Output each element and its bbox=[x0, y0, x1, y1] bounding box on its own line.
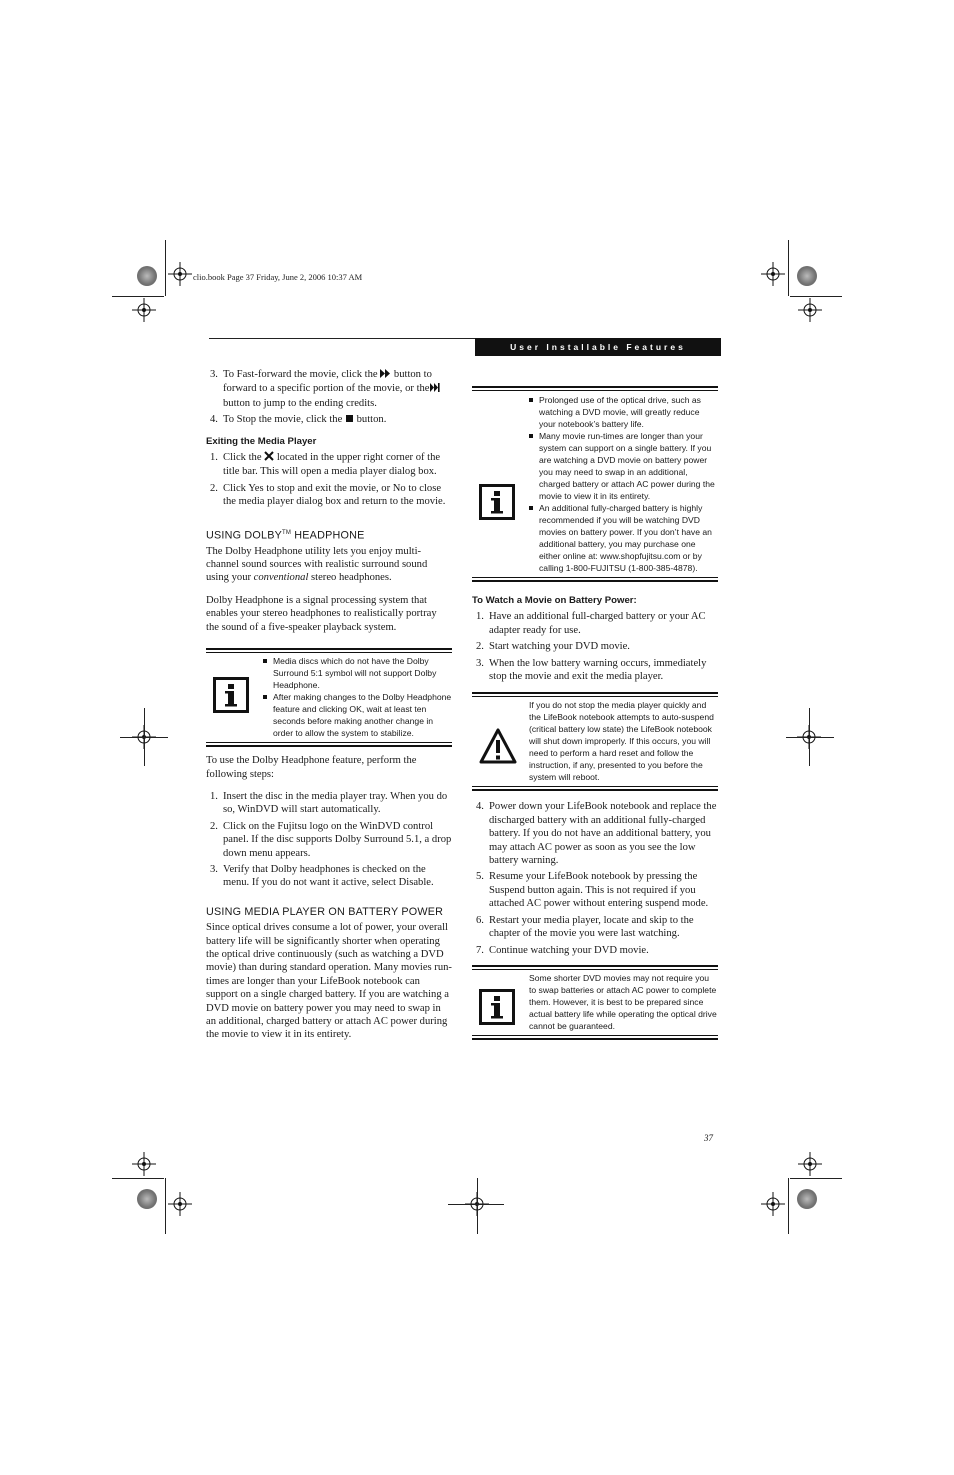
list-item: 1. Click the located in the upper right corner of the title bar. This will open a media player dialog box. bbox=[210, 452, 441, 478]
note-bullet: Many movie run-times are longer than your system can support on a single battery. If you are watching a DVD movie on battery power you may need to swap in an additional, charged battery or attach AC power during the movie to view it in its entirety. bbox=[529, 430, 718, 502]
registration-disc-icon bbox=[137, 1189, 157, 1209]
paragraph: The Dolby Headphone utility lets you enjoy multi-channel sound sources with realistic surround sound using your conventional stereo headphones. bbox=[206, 545, 428, 584]
registration-mark-icon bbox=[132, 1152, 156, 1176]
list-item: 4. To Stop the movie, click the button. bbox=[206, 413, 452, 427]
paragraph: To use the Dolby Headphone feature, perform the following steps: bbox=[206, 755, 417, 780]
right-column bbox=[472, 386, 718, 1040]
info-note bbox=[472, 965, 718, 1040]
list-item: 7. Continue watching your DVD movie. bbox=[476, 944, 649, 956]
list-item: 2. Click Yes to stop and exit the movie, or No to close the media player dialog box and return to the movie. bbox=[210, 482, 446, 508]
info-note bbox=[206, 648, 452, 747]
registration-mark-icon bbox=[798, 298, 822, 322]
section-title: USING DOLBY™ HEADPHONE bbox=[206, 529, 365, 542]
list-item: 3. To Fast-forward the movie, click the button to forward to a specific portion of the movie, or the button to jump to the ending credits. bbox=[206, 368, 452, 410]
registration-mark-icon bbox=[168, 1192, 192, 1216]
list-item: 1. Have an additional full-charged battery or your AC adapter ready for use. bbox=[476, 611, 706, 636]
warning-text: If you do not stop the media player quickly and the LifeBook notebook attempts to auto-suspend (critical battery low state) the LifeBook notebook will shut down improperly. If this occurs, you will need to perform a hard reset and follow the instruction, if any, presented to you before the system will reboot. bbox=[529, 700, 714, 783]
registration-mark-icon bbox=[168, 262, 192, 286]
subsection-title: Exiting the Media Player bbox=[206, 435, 317, 447]
registration-mark-icon bbox=[761, 1192, 785, 1216]
list-item: 1. Insert the disc in the media player tray. When you do so, WinDVD will start automatically. bbox=[210, 790, 448, 816]
info-icon bbox=[479, 989, 515, 1025]
paragraph: Dolby Headphone is a signal processing system that enables your stereo headphones to realistically portray the sound of a five-speaker playback system. bbox=[206, 594, 437, 633]
info-icon bbox=[479, 484, 515, 520]
note-bullet: Prolonged use of the optical drive, such as watching a DVD movie, will greatly reduce your notebook’s battery life. bbox=[529, 394, 718, 430]
info-icon bbox=[213, 677, 249, 713]
list-item: 2. Click on the Fujitsu logo on the WinDVD control panel. If the disc supports Dolby Surround 5.1, a drop down menu appears. bbox=[210, 820, 452, 859]
skip-to-end-icon bbox=[430, 383, 440, 396]
registration-mark-icon bbox=[798, 1152, 822, 1176]
left-column bbox=[206, 368, 452, 1051]
note-bullet: An additional fully-charged battery is highly recommended if you will be watching DVD movies on battery power. If you don’t have an additional battery, you may purchase one either online at: www.shopfujitsu.com or by calling 1-800-FUJITSU (1-800-385-4878). bbox=[529, 502, 718, 574]
page-number: 37 bbox=[704, 1133, 713, 1143]
print-slug: clio.book Page 37 Friday, June 2, 2006 10:37 AM bbox=[193, 272, 363, 282]
close-icon bbox=[264, 451, 274, 465]
note-text: Some shorter DVD movies may not require you to swap batteries or attach AC power to complete them. However, it is best to be prepared since actual battery life while operating the optical drive cannot be guaranteed. bbox=[529, 972, 717, 1031]
warning-icon bbox=[479, 728, 515, 764]
list-item: 5. Resume your LifeBook notebook by pressing the Suspend button again. This is not required if you attached AC power without entering suspend mode. bbox=[476, 871, 709, 910]
registration-mark-icon bbox=[132, 298, 156, 322]
list-item: 3. When the low battery warning occurs, immediately stop the movie and exit the media player. bbox=[476, 657, 707, 683]
fast-forward-icon bbox=[380, 369, 391, 382]
registration-mark-icon bbox=[761, 262, 785, 286]
list-item: 2. Start watching your DVD movie. bbox=[476, 641, 630, 653]
registration-disc-icon bbox=[797, 266, 817, 286]
registration-disc-icon bbox=[137, 266, 157, 286]
list-item: 4. Power down your LifeBook notebook and replace the discharged battery with an additional fully-charged battery. If you do not have an additional battery, you may attach AC power as soon as you see the low battery warning. bbox=[476, 801, 717, 867]
section-title: USING MEDIA PLAYER ON BATTERY POWER bbox=[206, 905, 444, 918]
list-item: 6. Restart your media player, locate and skip to the chapter of the movie you were last watching. bbox=[476, 914, 694, 940]
registration-disc-icon bbox=[797, 1189, 817, 1209]
warning-note bbox=[472, 692, 718, 791]
note-bullet: After making changes to the Dolby Headphone feature and clicking OK, wait at least ten seconds before making another change in order to allow the system to stabilize. bbox=[263, 691, 452, 739]
info-note bbox=[472, 386, 718, 582]
stop-icon bbox=[345, 414, 354, 427]
paragraph: Since optical drives consume a lot of power, your overall battery life will be significantly shorter when operating the optical drive continuously (such as watching a DVD movie) than during standard operation. Many movies run-times are longer than your LifeBook notebook can support on a single charged battery. If you are watching a DVD movie on battery power you may need to swap in an additional, charged battery or attach AC power during the movie to view it in its entirety. bbox=[206, 922, 452, 1041]
section-header: User Installable Features bbox=[475, 338, 721, 356]
subsection-title: To Watch a Movie on Battery Power: bbox=[472, 595, 637, 606]
note-bullet: Media discs which do not have the Dolby Surround 5:1 symbol will not support Dolby Headphone. bbox=[263, 655, 452, 691]
list-item: 3. Verify that Dolby headphones is checked on the menu. If you do not want it active, select Disable. bbox=[210, 863, 434, 889]
header-rule bbox=[209, 338, 475, 339]
